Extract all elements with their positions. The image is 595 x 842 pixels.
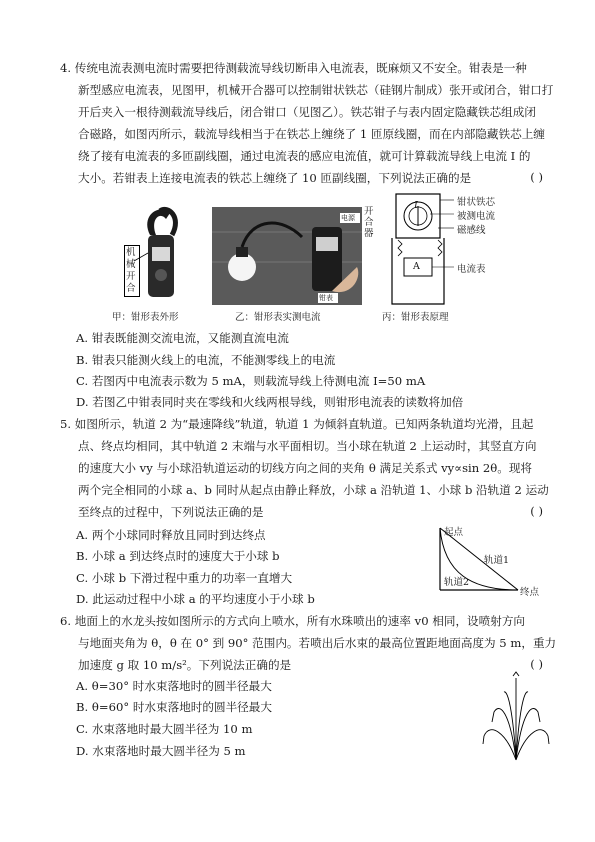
wire-label: 电源	[341, 214, 355, 222]
fountain-diagram	[480, 672, 552, 767]
field-line-label: 磁感线	[457, 225, 486, 236]
core-label: 钳状铁芯	[457, 197, 496, 208]
q4-line-3: 开后夹入一根待测载流导线后，闭合钳口（见图乙）。铁芯钳子与表内固定隐藏铁芯组成闭	[78, 105, 536, 119]
figure-jia	[120, 205, 212, 305]
start-label: 起点	[444, 527, 464, 538]
figure-tracks	[432, 524, 552, 599]
q4-line-2: 新型感应电流表，见图甲，机械开合器可以控制钳状铁芯（硅钢片制成）张开或闭合，钳口打	[78, 83, 554, 97]
end-label: 终点	[520, 587, 540, 598]
q4-line-6: 大小。若钳表上连接电流表的铁芯上缠绕了 10 匝副线圈，下列说法正确的是	[78, 171, 472, 185]
q6-option-d: D. 水束落地时最大圆半径为 5 m	[76, 744, 246, 758]
caption-yi: 乙：钳形表实测电流	[235, 312, 321, 323]
figure-fountain	[480, 672, 552, 767]
ammeter-symbol: A	[413, 261, 420, 272]
current-symbol: I	[414, 200, 418, 211]
q6-line-3: 加速度 g 取 10 m/s²。下列说法正确的是	[78, 658, 292, 672]
q6-answer-paren: ( )	[530, 657, 543, 671]
q5-line-4: 两个完全相同的小球 a、b 同时从起点由静止释放，小球 a 沿轨道 1、小球 b 沿轨道 2 运动	[78, 483, 549, 497]
q4-answer-paren: ( )	[530, 170, 543, 184]
q4-line-1: 4. 传统电流表测电流时需要把待测载流导线切断串入电流表，既麻烦又不安全。钳表是一种	[60, 61, 527, 75]
ammeter-label: 电流表	[457, 264, 486, 275]
switch-label: 开合器	[364, 206, 374, 239]
caption-jia: 甲：钳形表外形	[112, 312, 179, 323]
q4-option-a: A. 钳表既能测交流电流，又能测直流电流	[76, 331, 289, 345]
mechanical-switch-label: 机械开合	[124, 245, 140, 297]
q6-option-c: C. 水束落地时最大圆半径为 10 m	[76, 722, 253, 736]
q6-line-1: 6. 地面上的水龙头按如图所示的方式向上喷水，所有水珠喷出的速率 v0 相同，设喷射方向	[60, 614, 526, 628]
figure-bing	[362, 192, 552, 307]
q4-option-b: B. 钳表只能测火线上的电流，不能测零线上的电流	[76, 353, 336, 367]
q5-option-a: A. 两个小球同时释放且同时到达终点	[76, 528, 266, 542]
q5-option-b: B. 小球 a 到达终点时的速度大于小球 b	[76, 549, 280, 563]
q5-line-2: 点、终点均相同，其中轨道 2 末端与水平面相切。当小球在轨道 2 上运动时，其竖直方向	[78, 439, 537, 453]
q4-option-c: C. 若图丙中电流表示数为 5 mA，则载流导线上待测电流 I=50 mA	[76, 374, 426, 388]
figure-yi	[212, 207, 362, 305]
q5-line-3: 的速度大小 vy 与小球沿轨道运动的切线方向之间的夹角 θ 满足关系式 vy∝sin 2θ。现将	[78, 461, 533, 475]
wire-current-label: 被测电流	[457, 211, 496, 222]
q5-option-c: C. 小球 b 下滑过程中重力的功率一直增大	[76, 571, 293, 585]
track1-label: 轨道1	[484, 555, 510, 566]
q4-line-5: 绕了接有电流表的多匝副线圈，通过电流表的感应电流值，就可计算载流导线上电流 I 的	[78, 149, 531, 163]
meter-label: 钳表	[319, 294, 333, 302]
q5-line-5: 至终点的过程中，下列说法正确的是	[78, 505, 264, 519]
q4-option-d: D. 若图乙中钳表同时夹在零线和火线两根导线，则钳形电流表的读数将加倍	[76, 395, 464, 409]
q5-option-d: D. 此运动过程中小球 a 的平均速度小于小球 b	[76, 592, 315, 606]
measurement-photo	[212, 207, 362, 305]
q5-answer-paren: ( )	[530, 504, 543, 518]
q6-option-b: B. θ=60° 时水束落地时的圆半径最大	[76, 700, 272, 714]
q4-line-4: 合磁路，如图丙所示，载流导线相当于在铁芯上缠绕了 1 匝原线圈，而在内部隐藏铁芯上缠	[78, 127, 545, 141]
caption-bing: 丙：钳形表原理	[382, 312, 449, 323]
track2-label: 轨道2	[444, 577, 470, 588]
q6-line-2: 与地面夹角为 θ，θ 在 0° 到 90° 范围内。若喷出后水束的最高位置距地面高度为 5 m，重力	[78, 636, 557, 650]
q6-option-a: A. θ=30° 时水束落地时的圆半径最大	[76, 679, 272, 693]
q5-line-1: 5. 如图所示，轨道 2 为“最速降线”轨道，轨道 1 为倾斜直轨道。已知两条轨道均光滑，且起	[60, 417, 534, 431]
